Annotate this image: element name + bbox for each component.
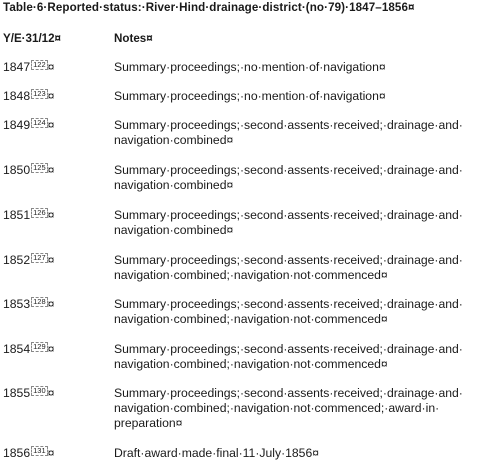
year-cell: 1849 124 ¤ bbox=[3, 118, 55, 132]
notes-column-header: Notes¤ bbox=[114, 32, 153, 45]
notes-cell: Summary·proceedings;·second·assents·received;·drainage·and· navigation·combined¤ bbox=[114, 118, 463, 147]
footnote-ref[interactable]: 130 bbox=[33, 386, 46, 395]
footnote-ref[interactable]: 125 bbox=[33, 163, 46, 172]
notes-cell: Draft·award·made·final·11·July·1856¤ bbox=[114, 446, 320, 460]
notes-cell: Summary·proceedings;·second·assents·received;·drainage·and· navigation·combined;·navigation·not·commenced¤ bbox=[114, 342, 463, 371]
footnote-ref[interactable]: 128 bbox=[33, 297, 46, 306]
footnote-ref[interactable]: 122 bbox=[33, 60, 46, 69]
footnote-ref[interactable]: 124 bbox=[33, 118, 46, 127]
notes-cell: Summary·proceedings;·second·assents·received;·drainage·and· navigation·combined;·navigation·not·commenced;·award·in· preparation¤ bbox=[114, 386, 463, 430]
year-cell: 1848 123 ¤ bbox=[3, 89, 55, 103]
footnote-ref[interactable]: 127 bbox=[33, 253, 46, 262]
year-column-header: Y/E·31/12¤ bbox=[3, 32, 62, 45]
notes-cell: Summary·proceedings;·second·assents·received;·drainage·and· navigation·combined¤ bbox=[114, 163, 463, 192]
notes-cell: Summary·proceedings;·second·assents·received;·drainage·and· navigation·combined¤ bbox=[114, 208, 463, 237]
notes-cell: Summary·proceedings;·second·assents·received;·drainage·and· navigation·combined;·navigation·not·commenced¤ bbox=[114, 253, 463, 282]
year-cell: 1852 127 ¤ bbox=[3, 253, 55, 267]
year-cell: 1855 130 ¤ bbox=[3, 386, 55, 400]
year-cell: 1856 131 ¤ bbox=[3, 446, 55, 460]
year-cell: 1851 126 ¤ bbox=[3, 208, 55, 222]
year-cell: 1854 129 ¤ bbox=[3, 342, 55, 356]
notes-cell: Summary·proceedings;·no·mention·of·navigation¤ bbox=[114, 60, 386, 74]
year-cell: 1847 122 ¤ bbox=[3, 60, 55, 74]
table-title: Table·6·Reported·status:·River·Hind·drainage·district·(no·79)·1847–1856¤ bbox=[3, 1, 415, 14]
year-cell: 1850 125 ¤ bbox=[3, 163, 55, 177]
footnote-ref[interactable]: 129 bbox=[33, 342, 46, 351]
notes-cell: Summary·proceedings;·second·assents·received;·drainage·and· navigation·combined;·navigation·not·commenced¤ bbox=[114, 297, 463, 326]
footnote-ref[interactable]: 131 bbox=[33, 446, 46, 455]
notes-cell: Summary·proceedings;·no·mention·of·navigation¤ bbox=[114, 89, 386, 103]
footnote-ref[interactable]: 126 bbox=[33, 208, 46, 217]
footnote-ref[interactable]: 123 bbox=[33, 89, 46, 98]
year-cell: 1853 128 ¤ bbox=[3, 297, 55, 311]
